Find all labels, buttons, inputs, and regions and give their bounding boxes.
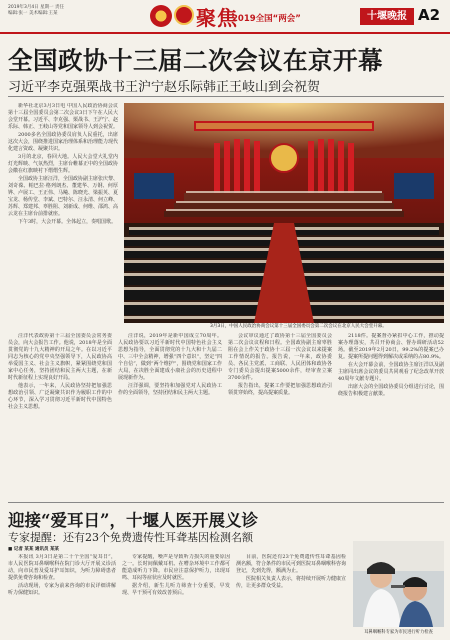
paragraph: 汪洋强调，要坚持和加强党对人民政协工作的全面领导，坚持团结和民主两大主题。 xyxy=(118,383,222,396)
lead-body-column xyxy=(118,333,222,498)
paragraph: 2000多名全国政协委员肩负人民重托，出席这次大会，围绕推进国家治理体系和治理能力现代化建言资政、凝聚共识。 xyxy=(8,132,118,152)
page-number: A2 xyxy=(418,6,441,24)
second-body-column xyxy=(8,554,116,636)
paragraph: 新华社北京3月3日电 中国人民政治协商会议第十三届全国委员会第二次会议3日下午在人民大会堂开幕。习近平、李克强、栗战书、王沪宁、赵乐际、韩正、王岐山等党和国家领导人到会祝贺。 xyxy=(8,103,118,130)
photo-caption: 耳鼻咽喉科专家为市民进行听力检查 xyxy=(364,630,433,635)
conference-hall-photo xyxy=(124,103,444,323)
second-body-column xyxy=(122,554,230,636)
ear-exam-illustration xyxy=(353,541,444,627)
lead-body-column xyxy=(338,333,444,498)
paragraph: 2118件。提案督办紧扣中心工作，推动提案办理落实，共召开协商会、督办调研活动52场。截至2019年2月20日，99.2%的提案已办复。提案所提问题得到解决或采纳的占80.9%。 xyxy=(338,333,444,360)
paragraph: 出席大会的全国政协委员分组进行讨论，围绕报告积极建言献策。 xyxy=(338,384,444,397)
masthead xyxy=(0,0,450,34)
paragraph: 在大会开幕会前，全国政协主席汪洋以及副主席同出席会议的委员共同观看了纪念改革开放40周年文献专题片。 xyxy=(338,362,444,382)
paragraph: 活动现场，专家为前来咨询的市民详细讲解听力保健知识。 xyxy=(8,583,116,596)
paragraph: 报告指出，提案工作要把加强思想政治引领贯穿始终，提高提案质量。 xyxy=(228,383,332,396)
divider xyxy=(8,96,444,97)
paragraph: 医院相关负责人表示，将持续开展听力健康宣传，让更多群众受益。 xyxy=(236,576,346,589)
second-subhead: 专家提醒：还有23个免费遗传性耳聋基因检测名额 xyxy=(8,531,253,544)
lead-body-column xyxy=(8,333,112,498)
lead-body-column xyxy=(228,333,332,498)
paragraph: 会议审议通过了政协第十三届全国委员会第二次会议议程和日程。全国政协副主席辜胜阻在会上作关于政协十三届一次会议以来提案工作情况的报告。报告说，一年来，政协委员、各民主党派、工商联、人民团体和政协各专门委员会提出提案5000余件，经审查立案3700余件。 xyxy=(228,333,332,381)
paragraph: 3月的北京，春回大地。人民大会堂大礼堂内灯光辉映、气氛热烈，主席台帷幕正中的全国政协会徽在红旗映衬下熠熠生辉。 xyxy=(8,154,118,174)
paragraph: 下午3时，大会开幕。全体起立，奏唱国歌。 xyxy=(18,219,117,225)
issue-date: 2019年3月4日 星期一 责任编辑:张一 美术编辑:王某 xyxy=(8,5,65,16)
paragraph: 据介绍，新生儿听力筛查十分重要，早发现、早干预可有效改善预后。 xyxy=(122,583,230,596)
paragraph: 全国政协主席汪洋，全国政协副主席张庆黎、刘奇葆、帕巴拉·格列朗杰、董建华、万钢、何厚铧、卢展工、王正伟、马飚、陈晓光、梁振英、夏宝龙、杨传堂、李斌、巴特尔、汪永清、何立峰、苏辉、郑建邦、辜胜阻、刘新成、何维、邵鸿、高云龙在主席台前排就座。 xyxy=(8,176,118,217)
paragraph: 本报讯 3月3日是第二十个全国“爱耳日”，市人民医院耳鼻咽喉科在院门诊大厅开展义诊活动，向市民普及爱耳护耳知识，为听力障碍患者提供免费咨询和检查。 xyxy=(8,554,116,581)
newspaper-name: 十堰晚报 xyxy=(360,8,414,25)
conference-hall-illustration xyxy=(124,103,444,323)
paragraph: 汪洋说，2019年是新中国成立70周年。人民政协要以习近平新时代中国特色社会主义思想为指导，全面贯彻党的十九大和十九届二中、三中全会精神，增强“四个意识”，坚定“四个自信”，做到“两个维护”，围绕党和国家工作大局，在决胜全面建成小康社会的历史进程中展现新作为。 xyxy=(118,333,222,381)
cppcc-emblem-icon xyxy=(174,5,194,25)
paragraph: 他表示，一年来，人民政协坚持把加强思想政治引领、广泛凝聚共识作为履职工作的中心环节，深入学习贯彻习近平新时代中国特色社会主义思想。 xyxy=(8,383,112,410)
second-headline: 迎接“爱耳日”，十堰人医开展义诊 xyxy=(8,511,258,530)
section-brand-sub: 2019全国“两会” xyxy=(232,14,301,24)
paragraph: 汪洋代表政协第十三届全国委员会常务委员会，向大会报告工作。他说，2018年是全面贯彻党的十九大精神的开局之年。在以习近平同志为核心的党中央坚强领导下，人民政协高举爱国主义、社会主义旗帜，紧紧围绕党和国家中心任务，坚持团结和民主两大主题，在新时代新征程上实现良好开局。 xyxy=(8,333,112,381)
lead-subhead: 习近平李克强栗战书王沪宁赵乐际韩正王岐山到会祝贺 xyxy=(8,80,321,95)
paragraph: 目前，医院还有23个免费遗传性耳聋基因检测名额，符合条件的市民可到医院耳鼻咽喉科咨询登记，先到先得，额满为止。 xyxy=(236,554,346,574)
photo-caption: 3月3日，中国人民政治协商会议第十三届全国委员会第二次会议在北京人民大会堂开幕。 xyxy=(210,324,387,329)
lead-headline: 全国政协十三届二次会议在京开幕 xyxy=(8,46,383,75)
second-body-column xyxy=(236,554,346,636)
lead-intro-column xyxy=(8,103,118,313)
national-emblem-icon xyxy=(150,5,172,27)
byline: ■ 记者 某某 通讯员 某某 xyxy=(8,547,60,552)
ear-exam-photo xyxy=(353,541,444,627)
section-brand: 聚焦 xyxy=(196,6,238,30)
divider xyxy=(8,502,444,503)
paragraph: 专家提醒，噪声是导致听力损失的重要原因之一。长时间佩戴耳机、在嘈杂环境中工作都可能造成听力下降。市民应注意保护听力，出现耳鸣、耳闷等症状应及时就医。 xyxy=(122,554,230,581)
